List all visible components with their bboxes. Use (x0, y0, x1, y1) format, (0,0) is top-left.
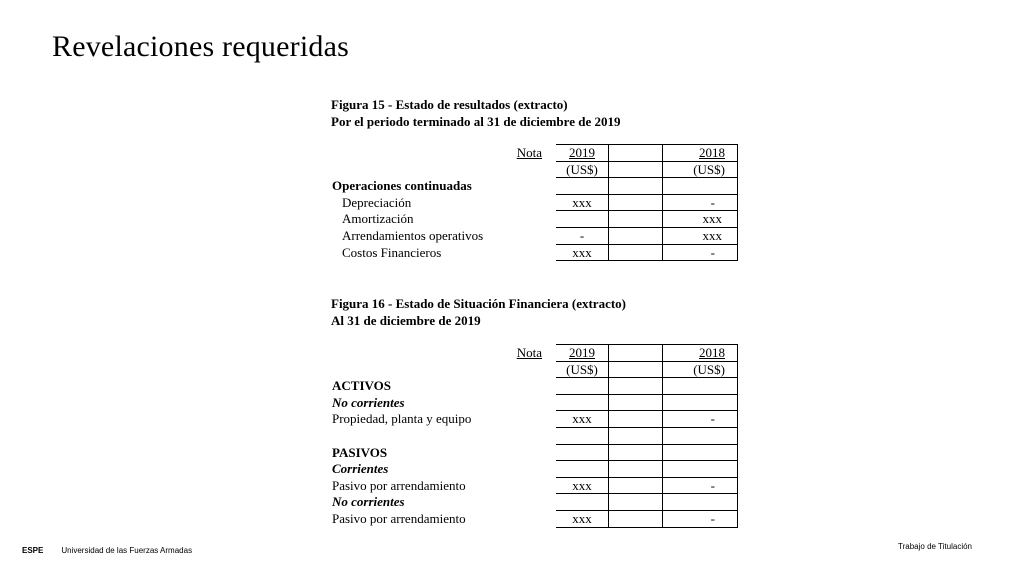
subsection-label: No corrientes (332, 394, 405, 410)
value-2019: xxx (556, 194, 609, 211)
figure16-table (328, 344, 738, 528)
table-row (329, 178, 738, 195)
value-2018: xxx (663, 227, 738, 244)
table-row (329, 361, 738, 378)
table-row (329, 510, 738, 527)
figure15-heading-line1: Figura 15 - Estado de resultados (extracto) (331, 97, 568, 112)
unit-2018: (US$) (663, 361, 738, 378)
footer-brand: ESPE (22, 546, 44, 555)
footer-right: Trabajo de Titulación (898, 542, 972, 551)
figure15-table (328, 144, 738, 261)
figure16-heading-line2: Al 31 de diciembre de 2019 (331, 313, 481, 328)
subsection-label: Corrientes (332, 461, 389, 477)
unit-2019: (US$) (556, 161, 609, 178)
table-header-row (329, 145, 738, 162)
subsection-label: No corrientes (332, 494, 405, 510)
value-2019: - (556, 227, 609, 244)
value-2018: - (663, 244, 738, 261)
section-label: PASIVOS (332, 444, 388, 460)
value-2018: - (663, 510, 738, 527)
row-label: Depreciación (342, 194, 412, 210)
table-row (329, 227, 738, 244)
gap-cell (609, 145, 663, 162)
col-2018-header: 2018 (663, 345, 738, 362)
table-row (329, 411, 738, 428)
value-2018: - (663, 411, 738, 428)
page-title: Revelaciones requeridas (52, 30, 349, 63)
value-2018: - (663, 194, 738, 211)
unit-2018: (US$) (663, 161, 738, 178)
row-label: Propiedad, planta y equipo (332, 411, 472, 427)
table-row (329, 444, 738, 461)
table-row (329, 461, 738, 478)
section-label: ACTIVOS (332, 378, 391, 394)
value-2019: xxx (556, 244, 609, 261)
value-2018: xxx (663, 211, 738, 228)
col-2019-header: 2019 (556, 345, 609, 362)
nota-header: Nota (516, 345, 542, 360)
table-row (329, 194, 738, 211)
value-2019: xxx (556, 477, 609, 494)
table-row (329, 244, 738, 261)
table-row (329, 494, 738, 511)
figure15-heading-line2: Por el periodo terminado al 31 de diciembre de 2019 (331, 114, 621, 129)
section-label: Operaciones continuadas (332, 178, 472, 194)
row-label: Amortización (342, 211, 414, 227)
table-row (329, 211, 738, 228)
table-row (329, 378, 738, 395)
footer-university: Universidad de las Fuerzas Armadas (61, 546, 193, 555)
table-row (329, 161, 738, 178)
row-label: Pasivo por arrendamiento (332, 477, 466, 493)
table-row (329, 477, 738, 494)
col-2019-header: 2019 (556, 145, 609, 162)
row-label: Costos Financieros (342, 244, 442, 260)
footer-left (22, 546, 192, 555)
figure16-heading-line1: Figura 16 - Estado de Situación Financiera (extracto) (331, 296, 626, 311)
table-header-row (329, 345, 738, 362)
value-2019 (556, 211, 609, 228)
row-label: Pasivo por arrendamiento (332, 510, 466, 526)
value-2019: xxx (556, 510, 609, 527)
table-row (329, 427, 738, 444)
value-2018: - (663, 477, 738, 494)
nota-header: Nota (516, 145, 542, 160)
unit-2019: (US$) (556, 361, 609, 378)
col-2018-header: 2018 (663, 145, 738, 162)
row-label: Arrendamientos operativos (342, 227, 484, 243)
value-2019: xxx (556, 411, 609, 428)
table-row (329, 394, 738, 411)
